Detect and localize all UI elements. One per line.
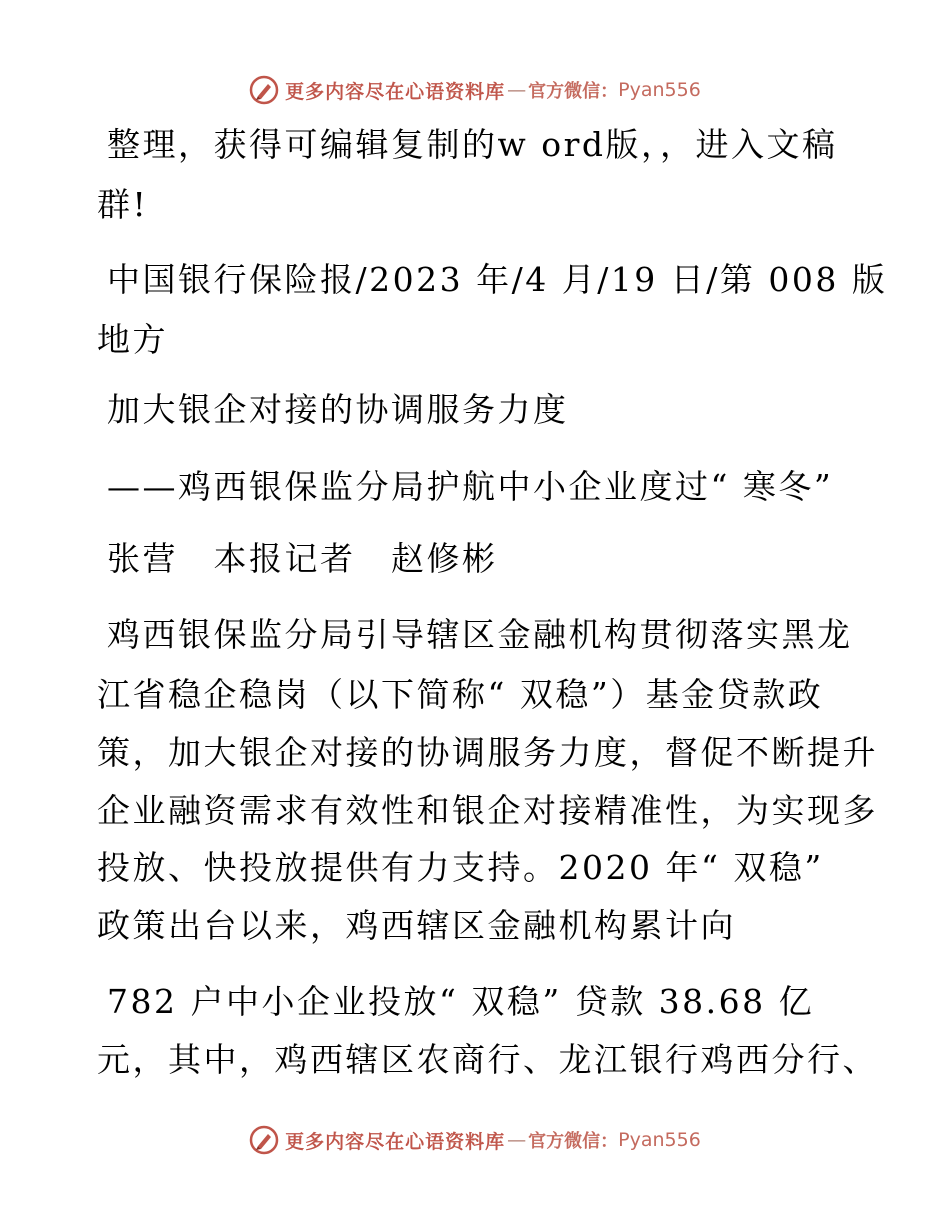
body-line-15: 元，其中，鸡西辖区农商行、龙江银行鸡西分行、 [97, 1040, 878, 1079]
body-line-1: 整理，获得可编辑复制的w ord版，，进入文稿 [107, 125, 838, 164]
banner-separator: — [507, 1129, 527, 1151]
body-line-11: 企业融资需求有效性和银企对接精准性，为实现多 [97, 791, 878, 830]
body-line-10: 策，加大银企对接的协调服务力度，督促不断提升 [97, 733, 878, 772]
header-banner [0, 70, 950, 110]
body-line-4: 地方 [97, 320, 168, 359]
banner-wechat-label: 官方微信： [528, 1131, 619, 1152]
banner-main-text: 更多内容尽在心语资料库 [285, 80, 506, 103]
body-line-14: 782 户中小企业投放“ 双稳” 贷款 38.68 亿 [107, 982, 815, 1021]
banner-wechat-label: 官方微信： [528, 81, 619, 102]
body-line-9: 江省稳企稳岗（以下简称“ 双稳”）基金贷款政 [97, 675, 824, 714]
banner-wechat-id: Pyan556 [618, 79, 701, 101]
pen-logo-icon [249, 1125, 279, 1155]
banner-wechat-id: Pyan556 [618, 1129, 701, 1151]
article-byline: 张营 本报记者 赵修彬 [107, 539, 498, 578]
body-line-3: 中国银行保险报/2023 年/4 月/19 日/第 008 版 [107, 260, 888, 299]
article-title: 加大银企对接的协调服务力度 [107, 390, 569, 429]
body-line-8: 鸡西银保监分局引导辖区金融机构贯彻落实黑龙 [107, 615, 853, 654]
body-line-13: 政策出台以来，鸡西辖区金融机构累计向 [97, 906, 736, 945]
banner-separator: — [507, 79, 527, 101]
article-subtitle: ——鸡西银保监分局护航中小企业度过“ 寒冬” [107, 467, 834, 506]
pen-logo-icon [249, 75, 279, 105]
footer-banner [0, 1120, 950, 1160]
body-line-12: 投放、快投放提供有力支持。2020 年“ 双稳” [97, 848, 824, 887]
banner-main-text: 更多内容尽在心语资料库 [285, 1130, 506, 1153]
body-line-2: 群! [97, 185, 149, 224]
